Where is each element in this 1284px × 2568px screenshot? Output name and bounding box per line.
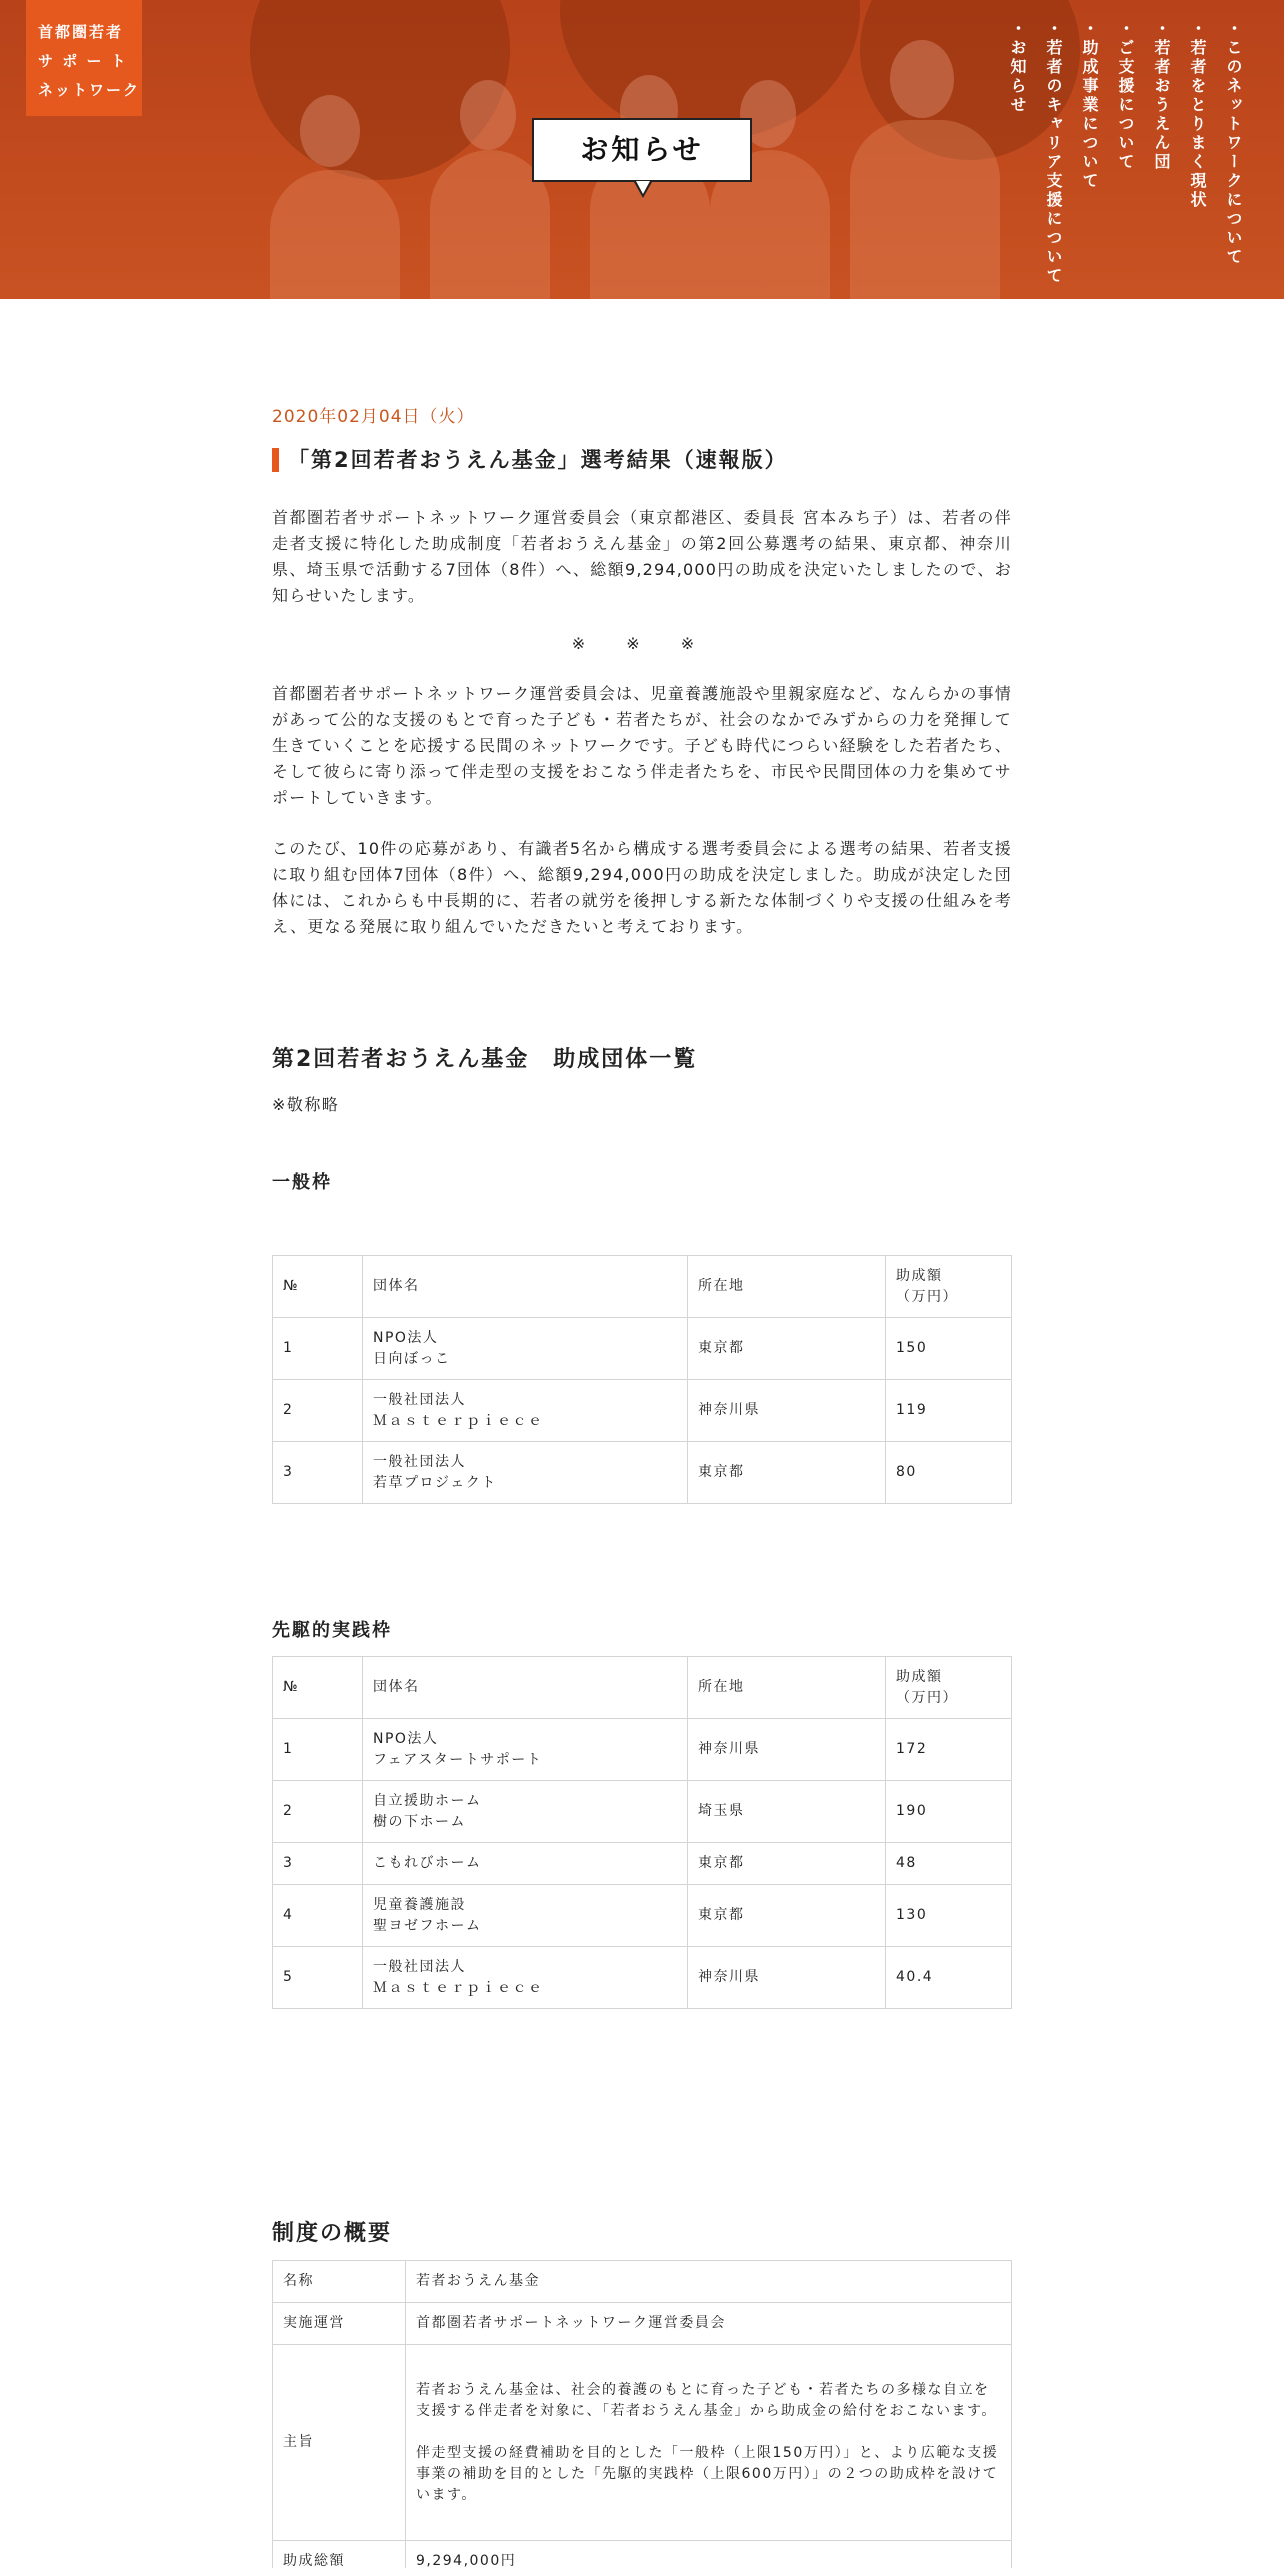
column-header-line: 団体名 [373, 1278, 420, 1294]
overview-row [273, 2345, 1012, 2541]
logo-line: 首都圏若者 [38, 23, 124, 41]
grant-amount: 40.4 [886, 1947, 1012, 2009]
location: 神奈川県 [688, 1719, 886, 1781]
column-header [363, 1657, 688, 1719]
logo-line: ネットワーク [38, 81, 141, 99]
organization-name-line: NPO法人 [373, 1730, 439, 1747]
table-row [273, 1318, 1012, 1380]
organization-name-line: Ｍａｓｔｅｒｐｉｅｃｅ [373, 1979, 544, 1996]
overview-label: 実施運営 [273, 2303, 406, 2345]
nav-item-supporters[interactable]: ・若者おうえん団 [1152, 20, 1171, 172]
column-header-line: （万円） [896, 1288, 958, 1305]
overview-value-paragraph: 伴走型支援の経費補助を目的とした「一般枠（上限150万円）」と、より広範な支援事業の補助を目的とした「先駆的実践枠（上限600万円）」の２つの助成枠を設けています。 [416, 2444, 999, 2503]
table-row [273, 1781, 1012, 1843]
grant-amount: 190 [886, 1781, 1012, 1843]
row-number: 1 [273, 1719, 363, 1781]
grant-amount: 172 [886, 1719, 1012, 1781]
overview-row [273, 2541, 1012, 2568]
grant-amount: 130 [886, 1885, 1012, 1947]
column-header-line: 団体名 [373, 1679, 420, 1695]
overview-heading: 制度の概要 [272, 2221, 393, 2246]
grant-amount: 150 [886, 1318, 1012, 1380]
general-grants-table [272, 1255, 1012, 1504]
row-number: 2 [273, 1781, 363, 1843]
body-paragraph: 首都圏若者サポートネットワーク運営委員会は、児童養護施設や里親家庭など、なんらかの事情があって公的な支援のもとで育った子ども・若者たちが、社会のなかでみずからの力を発揮して生きていくことを応援する民間のネットワークです。子ども時代につらい経験をした若者たち、そして彼らに寄り添って伴走型の支援をおこなう伴走者たちを、市民や民間団体の力を集めてサポートしていきます。 [272, 684, 1012, 807]
body-paragraph: このたび、10件の応募があり、有識者5名から構成する選考委員会による選考の結果、若者支援に取り組む団体7団体（8件）へ、総額9,294,000円の助成を決定しました。助成が決定した団体には、これからも中長期的に、若者の就労を後押しする新たな体制づくりや支援の仕組みを考え、更なる発展に取り組んでいただきたいと考えております。 [272, 839, 1012, 936]
overview-row [273, 2303, 1012, 2345]
column-header-line: 助成額 [896, 1668, 943, 1685]
location: 東京都 [688, 1442, 886, 1504]
grant-amount: 119 [886, 1380, 1012, 1442]
pioneer-grants-table [272, 1656, 1012, 2009]
photo-person [460, 80, 516, 150]
location: 東京都 [688, 1318, 886, 1380]
nav-item-career[interactable]: ・若者のキャリア支援について [1044, 20, 1063, 286]
nav-item-about[interactable]: ・このネットワークについて [1224, 20, 1243, 267]
separator-marks: ※ ※ ※ [571, 634, 713, 653]
nav-item-grants[interactable]: ・助成事業について [1080, 20, 1099, 191]
photo-person [270, 170, 400, 299]
nav-item-donation[interactable]: ・ご支援について [1116, 20, 1135, 172]
page-title: お知らせ [532, 118, 752, 182]
photo-person [850, 120, 1000, 299]
organization-name-line: 樹の下ホーム [373, 1813, 466, 1830]
table-row [273, 1885, 1012, 1947]
organization-name [363, 1947, 688, 2009]
organization-name [363, 1719, 688, 1781]
table-header-row [273, 1256, 1012, 1318]
nav-item-situation[interactable]: ・若者をとりまく現状 [1188, 20, 1207, 210]
main-nav [1006, 20, 1244, 290]
column-header-line: 所在地 [698, 1679, 745, 1695]
post-title: 「第2回若者おうえん基金」選考結果（速報版） [272, 446, 788, 474]
pioneer-section-heading: 先駆的実践枠 [272, 1620, 392, 1641]
organization-name-line: 児童養護施設 [373, 1896, 466, 1913]
organization-name-line: 一般社団法人 [373, 1958, 466, 1975]
row-number: 5 [273, 1947, 363, 2009]
column-header [886, 1657, 1012, 1719]
organization-name-line: 一般社団法人 [373, 1391, 466, 1408]
intro-paragraph: 首都圏若者サポートネットワーク運営委員会（東京都港区、委員長 宮本みち子）は、若者の伴走者支援に特化した助成制度「若者おうえん基金」の第2回公募選考の結果、東京都、神奈川県、埼玉県で活動する7団体（8件）へ、総額9,294,000円の助成を決定いたしましたので、お知らせいたします。 [272, 508, 1012, 605]
table-row [273, 1947, 1012, 2009]
column-header [688, 1657, 886, 1719]
overview-label: 助成総額 [273, 2541, 406, 2568]
column-header-line: № [283, 1679, 300, 1695]
organization-name [363, 1380, 688, 1442]
photo-person [890, 40, 954, 118]
organization-name-line: NPO法人 [373, 1329, 439, 1346]
organization-name-line: 日向ぼっこ [373, 1350, 451, 1367]
overview-value-paragraph: 若者おうえん基金 [416, 2273, 540, 2289]
organization-name-line: 聖ヨゼフホーム [373, 1917, 482, 1934]
overview-value [406, 2303, 1012, 2345]
site-logo[interactable] [26, 0, 142, 116]
overview-value-paragraph: 9,294,000円 [416, 2553, 517, 2568]
column-header [688, 1256, 886, 1318]
location: 神奈川県 [688, 1947, 886, 2009]
nav-item-news[interactable]: ・お知らせ [1008, 20, 1027, 115]
general-section-heading: 一般枠 [272, 1172, 332, 1193]
overview-value-paragraph: 若者おうえん基金は、社会的養護のもとに育った子ども・若者たちの多様な自立を支援する伴走者を対象に、「若者おうえん基金」から助成金の給付をおこないます。 [416, 2381, 997, 2419]
overview-row [273, 2261, 1012, 2303]
table-row [273, 1380, 1012, 1442]
organization-name-line: フェアスタートサポート [373, 1751, 543, 1768]
logo-line: サ ポ ー ト [38, 52, 128, 70]
overview-label: 名称 [273, 2261, 406, 2303]
column-header-line: 所在地 [698, 1278, 745, 1294]
row-number: 3 [273, 1843, 363, 1885]
location: 東京都 [688, 1885, 886, 1947]
organization-name-line: 若草プロジェクト [373, 1474, 497, 1491]
location: 埼玉県 [688, 1781, 886, 1843]
overview-label: 主旨 [273, 2345, 406, 2541]
overview-table [272, 2260, 1012, 2568]
overview-value [406, 2345, 1012, 2541]
column-header [273, 1657, 363, 1719]
organization-name-line: 一般社団法人 [373, 1453, 466, 1470]
grant-amount: 48 [886, 1843, 1012, 1885]
table-header-row [273, 1657, 1012, 1719]
table-row [273, 1843, 1012, 1885]
column-header [273, 1256, 363, 1318]
location: 東京都 [688, 1843, 886, 1885]
overview-value [406, 2541, 1012, 2568]
organization-name [363, 1885, 688, 1947]
honorific-note: ※敬称略 [272, 1095, 340, 1114]
organization-name-line: 自立援助ホーム [373, 1792, 482, 1809]
column-header [886, 1256, 1012, 1318]
table-row [273, 1719, 1012, 1781]
grants-heading: 第2回若者おうえん基金 助成団体一覧 [272, 1047, 698, 1072]
table-row [273, 1442, 1012, 1504]
organization-name-line: こもれびホーム [373, 1855, 482, 1871]
row-number: 1 [273, 1318, 363, 1380]
overview-value [406, 2261, 1012, 2303]
photo-person [300, 95, 360, 167]
column-header-line: 助成額 [896, 1267, 943, 1284]
location: 神奈川県 [688, 1380, 886, 1442]
row-number: 2 [273, 1380, 363, 1442]
organization-name [363, 1843, 688, 1885]
organization-name-line: Ｍａｓｔｅｒｐｉｅｃｅ [373, 1412, 544, 1429]
organization-name [363, 1318, 688, 1380]
column-header [363, 1256, 688, 1318]
row-number: 3 [273, 1442, 363, 1504]
grant-amount: 80 [886, 1442, 1012, 1504]
organization-name [363, 1442, 688, 1504]
column-header-line: （万円） [896, 1689, 958, 1706]
row-number: 4 [273, 1885, 363, 1947]
overview-value-paragraph: 首都圏若者サポートネットワーク運営委員会 [416, 2315, 726, 2331]
column-header-line: № [283, 1278, 300, 1294]
organization-name [363, 1781, 688, 1843]
hero-banner [0, 0, 1284, 299]
post-date: 2020年02月04日（火） [272, 407, 475, 427]
